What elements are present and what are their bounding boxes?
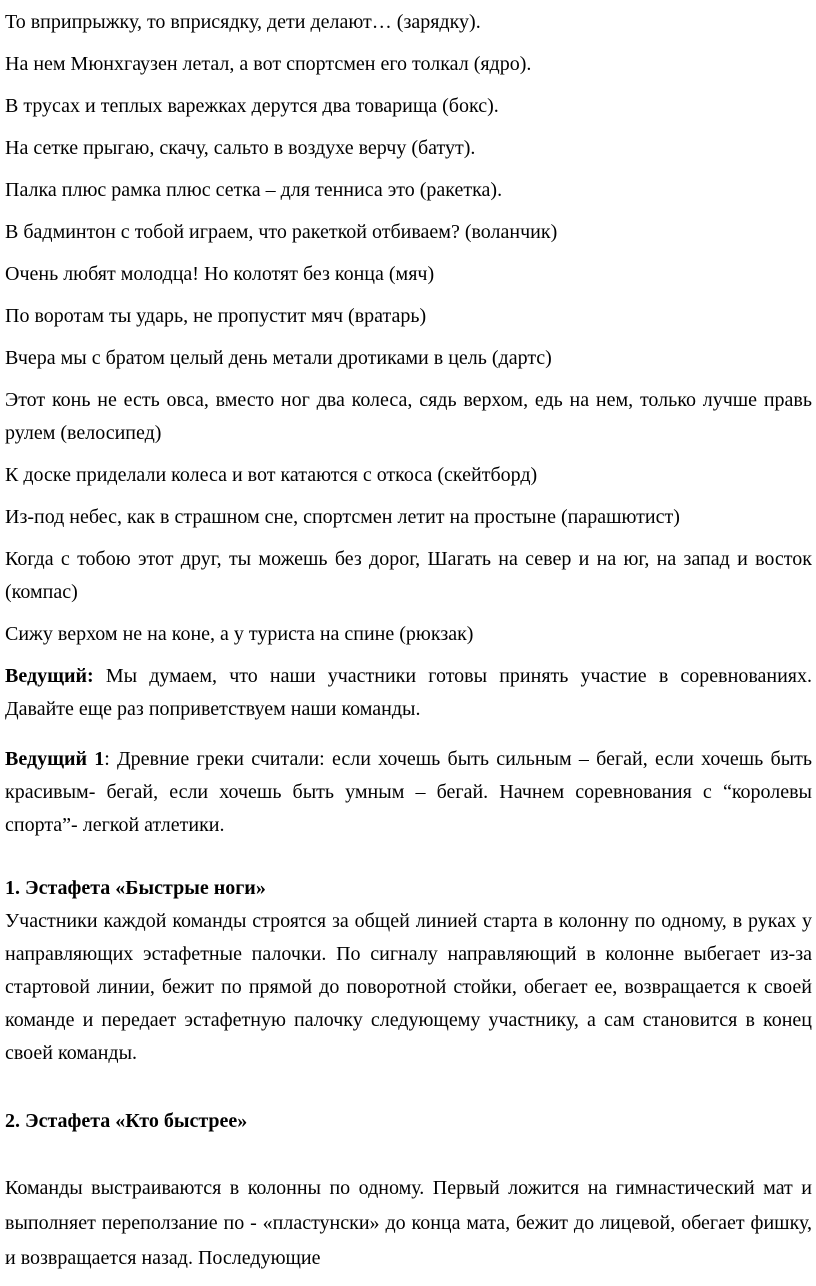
riddle-line-10: Этот конь не есть овса, вместо ног два колеса, сядь верхом, едь на нем, только лучше правь рулем (велосипед) [5,389,812,444]
riddle-line-12: Из-под небес, как в страшном сне, спортсмен летит на простыне (парашютист) [5,506,680,528]
riddle-line-4: На сетке прыгаю, скачу, сальто в воздухе верчу (батут). [5,137,476,159]
riddle-line-1: То вприпрыжку, то вприсядку, дети делают… (зарядку). [5,11,481,33]
riddle-line-5: Палка плюс рамка плюс сетка – для тенниса это (ракетка). [5,179,503,201]
riddle-line-9: Вчера мы с братом целый день метали дротиками в цель (дартс) [5,347,552,369]
riddle-line-7: Очень любят молодца! Но колотят без конца (мяч) [5,263,435,285]
section-body-2: Команды выстраиваются в колонны по одному. Первый ложится на гимнастический мат и выполняет переползание по - «пластунски» до конца мата, бежит до лицевой, обегает фишку, и возвращается назад. Последующие [5,1177,812,1269]
riddle-line-13: Когда с тобою этот друг, ты можешь без дорог, Шагать на север и на юг, на запад и восток (компас) [5,548,812,603]
host-label-1: Ведущий: [5,665,94,687]
riddle-line-3: В трусах и теплых варежках дерутся два товарища (бокс). [5,95,499,117]
riddle-line-14: Сижу верхом не на коне, а у туриста на спине (рюкзак) [5,623,474,645]
section-body-1: Участники каждой команды строятся за общей линией старта в колонну по одному, в руках у направляющих эстафетные палочки. По сигналу направляющий в колонне выбегает из-за стартовой линии, бежит по прямой до поворотной стойки, обегает ее, возвращается к своей команде и передает эстафетную палочку следующему участнику, а сам становится в конец своей команды. [5,910,812,1064]
host-text-2: : Древние греки считали: если хочешь быть сильным – бегай, если хочешь быть красивым- бегай, если хочешь быть умным – бегай. Начнем соревнования с “королевы спорта”- легкой атлетики. [5,748,812,836]
riddle-line-11: К доске приделали колеса и вот катаются с откоса (скейтборд) [5,464,538,486]
host-label-2: Ведущий 1 [5,748,105,770]
host-paragraph-2 [5,743,812,842]
section-heading-2: 2. Эстафета «Кто быстрее» [5,1110,248,1132]
host-text-1: Мы думаем, что наши участники готовы принять участие в соревнованиях. Давайте еще раз поприветствуем наши команды. [5,665,812,720]
riddle-line-6: В бадминтон с тобой играем, что ракеткой отбиваем? (воланчик) [5,221,558,243]
host-paragraph-1 [5,660,812,726]
section-heading-1: 1. Эстафета «Быстрые ноги» [5,877,266,899]
riddle-line-2: На нем Мюнхгаузен летал, а вот спортсмен его толкал (ядро). [5,53,532,75]
riddle-line-8: По воротам ты ударь, не пропустит мяч (вратарь) [5,305,427,327]
